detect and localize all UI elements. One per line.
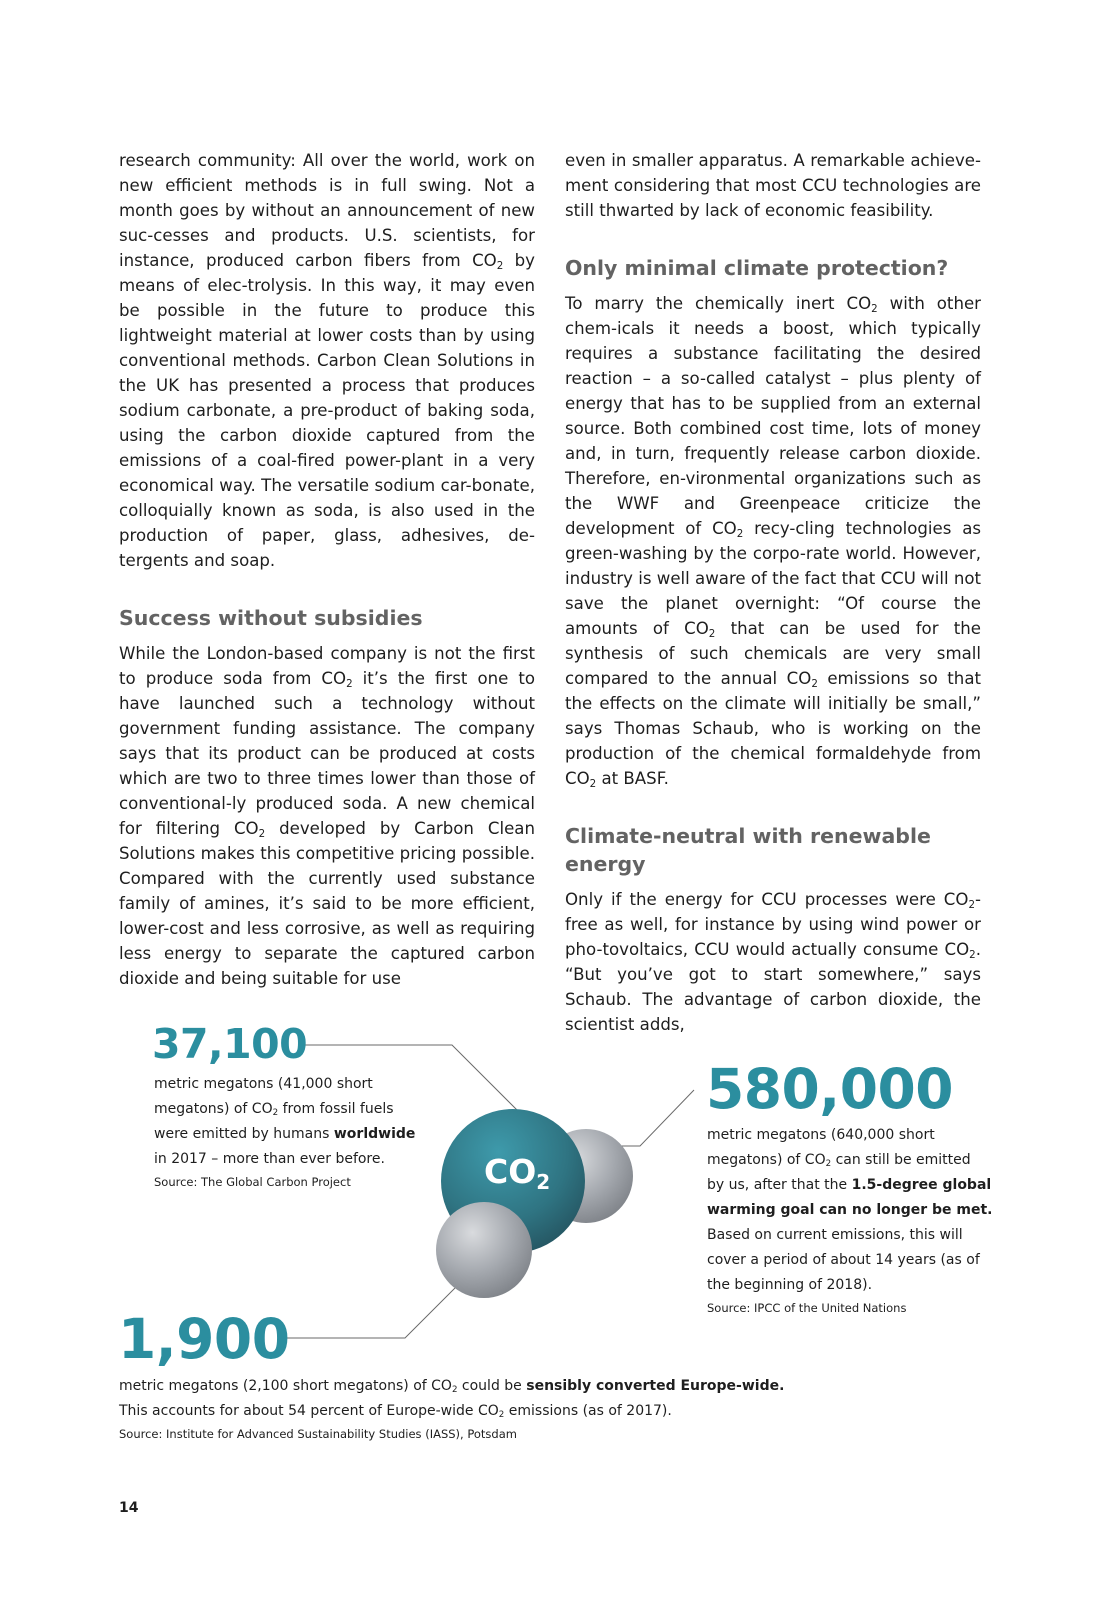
stat-1900-number: 1,900	[118, 1307, 290, 1371]
stat-37100-number: 37,100	[152, 1020, 308, 1068]
heading-only-minimal-climate-protection: Only minimal climate protection?	[565, 256, 949, 280]
left-paragraph-2: While the London-based company is not the first to produce soda from $CO_2$ it’s the first one to have launched such a technology without government funding assistance. The company says that its product can be produced at costs which are two to three times lower than those of conventional-ly produced soda. A new chemical for filtering $CO_2$ developed by Carbon Clean Solutions makes this competitive pricing possible. Compared with the currently used substance family of amines, it’s said to be more efficient, lower-cost and less corrosive, as well as requiring less energy to separate the captured carbon dioxide and being suitable for use	[119, 644, 536, 988]
right-paragraph-3: Only if the energy for CCU processes were $CO_2$-free as well, for instance by using wind power or pho-tovoltaics, CCU would actually consume $CO_2$. “But you’ve got to start somewhere,” says Schaub. The advantage of carbon dioxide, the scientist adds,	[565, 890, 981, 1034]
oxygen-sphere-bottom	[436, 1202, 532, 1298]
stat-580000-text: metric megatons (640,000 short megatons) of $CO_2$ can still be emitted by us, after that the 1.5-degree global warming goal can no longer be met. Based on current emissions, this will cover a period of about 14 years (as of the beginning of 2018). Source: IPCC of the United Nations	[707, 1123, 997, 1318]
connector-line-580000	[600, 1090, 694, 1146]
heading-climate-neutral: Climate-neutral with renewable energy	[565, 824, 931, 876]
stat-1900-text: metric megatons (2,100 short megatons) of $CO_2$ could be sensibly converted Europe-wide. This accounts for about 54 percent of Europe-wide $CO_2$ emissions (as of 2017). Source: Institute for Advanced Sustainability Studies (IASS), Potsdam	[119, 1374, 1019, 1444]
stat-37100-source: Source: The Global Carbon Project	[154, 1175, 351, 1189]
heading-success-without-subsidies: Success without subsidies	[119, 606, 423, 630]
right-paragraph-2: To marry the chemically inert $CO_2$ with other chem-icals it needs a boost, which typically requires a substance facilitating the desired reaction – a so-called catalyst – plus plenty of energy that has to be supplied from an external source. Both combined cost time, lots of money and, in turn, frequently release carbon dioxide. Therefore, en-vironmental organizations such as the WWF and Greenpeace criticize the development of $CO_2$ recy-cling technologies as green-washing by the corpo-rate world. However, industry is well aware of the fact that CCU will not save the planet overnight: “Of course the amounts of $CO_2$ that can be used for the synthesis of such chemicals are very small compared to the annual $CO_2$ emissions so that the effects on the climate will initially be small,” says Thomas Schaub, who is working on the production of the chemical formaldehyde from $CO_2$ at BASF.	[565, 294, 982, 790]
stat-580000-source: Source: IPCC of the United Nations	[707, 1301, 907, 1315]
page-number: 14	[119, 1500, 139, 1516]
right-paragraph-1: even in smaller apparatus. A remarkable achieve-ment considering that most CCU technologies are still thwarted by lack of economic feasibility.	[565, 151, 981, 220]
stat-580000-number: 580,000	[706, 1057, 954, 1121]
left-paragraph-1: research community: All over the world, work on new efficient methods is in full swing. Not a month goes by without an announcement of new suc-cesses and products. U.S. scientists, for instance, produced carbon fibers from $CO_2$ by means of elec-trolysis. In this way, it may even be possible in the future to produce this lightweight material at lower costs than by using conventional methods. Carbon Clean Solutions in the UK has presented a process that produces sodium carbonate, a pre-product of baking soda, using the carbon dioxide captured from the emissions of a coal-fired power-plant in a very economical way. The versatile sodium car-bonate, colloquially known as soda, is also used in the production of paper, glass, adhesives, de-tergents and soap.	[119, 151, 535, 570]
stat-37100-text: metric megatons (41,000 short megatons) of $CO_2$ from fossil fuels were emitted by humans worldwide in 2017 – more than ever before. Source: The Global Carbon Project	[154, 1072, 434, 1192]
molecule-label: CO2	[484, 1152, 551, 1194]
stat-1900-source: Source: Institute for Advanced Sustainability Studies (IASS), Potsdam	[119, 1427, 517, 1441]
